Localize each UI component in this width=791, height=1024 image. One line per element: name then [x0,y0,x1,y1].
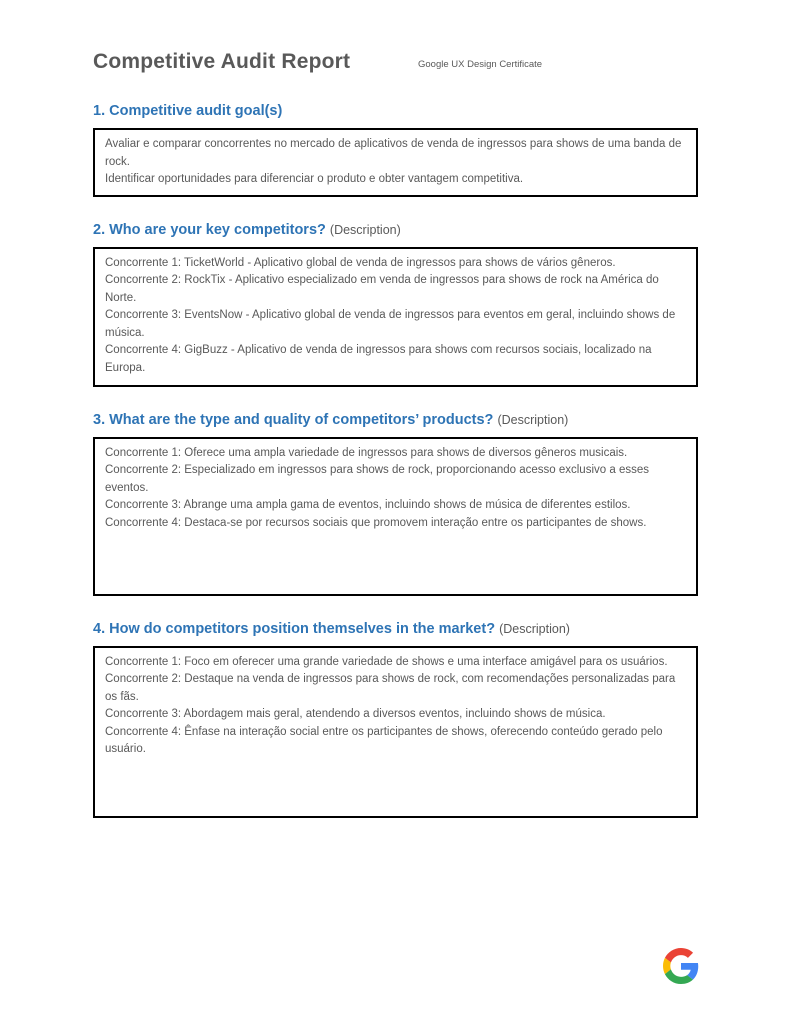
answer-line: Concorrente 3: Abrange uma ampla gama de eventos, incluindo shows de música de diferentes estilos. [105,499,631,511]
section-heading [93,103,698,120]
answer-line: Concorrente 1: Foco em oferecer uma grande variedade de shows e uma interface amigável para os usuários. [105,655,668,668]
section-audit-goals [93,103,698,197]
answer-line: Concorrente 2: RockTix - Aplicativo especializado em venda de ingressos para shows de rock na América do Norte. [105,274,659,304]
answer-box-product-quality[interactable] [93,437,698,596]
answer-box-market-position[interactable] [93,646,698,818]
section-heading [93,621,698,638]
section-heading-text: 1. Competitive audit goal(s) [93,103,283,119]
answer-line: Concorrente 2: Especializado em ingressos para shows de rock, proporcionando acesso exclusivo a esses eventos. [105,464,649,494]
section-heading [93,222,698,239]
answer-box-key-competitors[interactable] [93,247,698,387]
answer-line: Concorrente 2: Destaque na venda de ingressos para shows de rock, com recomendações personalizadas para os fãs. [105,673,676,703]
section-heading-text: 2. Who are your key competitors? [93,221,326,238]
section-market-position [93,621,698,818]
answer-line: Concorrente 4: GigBuzz - Aplicativo de venda de ingressos para shows com recursos sociais, localizado na Europa. [105,344,652,374]
page-title: Competitive Audit Report [93,50,351,73]
section-heading-text: 4. How do competitors position themselves in the market? [93,620,496,637]
section-heading [93,412,698,429]
description-label: (Description) [499,621,570,636]
section-heading-text: 3. What are the type and quality of competitors’ products? [93,411,494,428]
google-g-red-arc [665,948,693,963]
answer-line: Concorrente 1: Oferece uma ampla variedade de ingressos para shows de diversos gêneros musicais. [105,446,628,459]
answer-line: Avaliar e comparar concorrentes no mercado de aplicativos de venda de ingressos para shows de uma banda de rock. [105,138,682,168]
section-product-quality [93,412,698,596]
answer-line: Concorrente 1: TicketWorld - Aplicativo global de venda de ingressos para shows de vários gêneros. [105,256,616,269]
title-row [93,50,698,78]
answer-line: Identificar oportunidades para diferenciar o produto e obter vantagem competitiva. [105,173,524,185]
description-label: (Description) [497,412,569,427]
description-label: (Description) [329,222,401,237]
answer-line: Concorrente 3: EventsNow - Aplicativo global de venda de ingressos para eventos em geral, incluindo shows de música. [105,309,676,339]
certificate-subtitle: Google UX Design Certificate [418,59,543,70]
answer-box-audit-goals[interactable] [93,128,698,197]
google-g-icon [663,948,699,984]
answer-line: Concorrente 4: Destaca-se por recursos sociais que promovem interação entre os participantes de shows. [105,516,647,529]
google-g-green-arc [665,969,693,984]
answer-line: Concorrente 3: Abordagem mais geral, atendendo a diversos eventos, incluindo shows de música. [105,708,606,720]
section-key-competitors [93,222,698,387]
answer-line: Concorrente 4: Ênfase na interação social entre os participantes de shows, oferecendo conteúdo gerado pelo usuário. [105,725,663,755]
document-content [93,50,698,818]
